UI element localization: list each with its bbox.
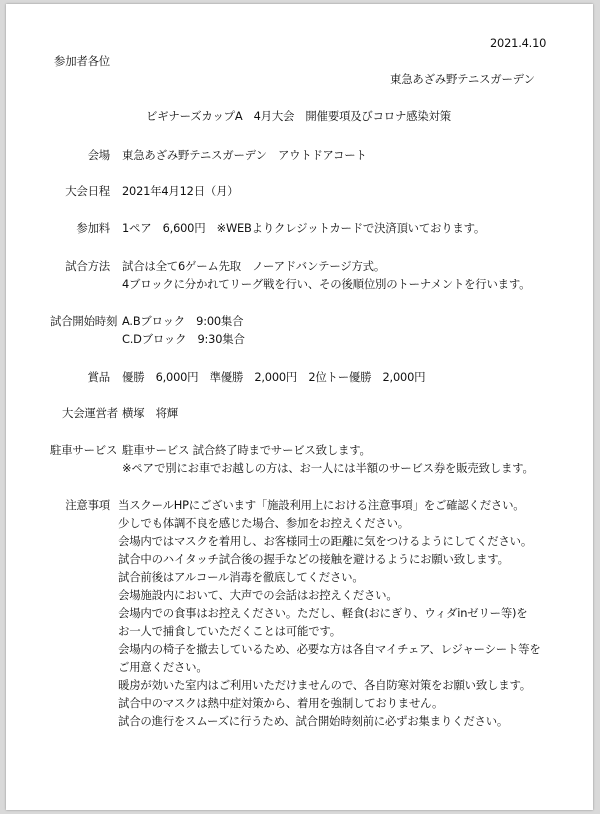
note-line: 会場施設内において、大声での会話はお控えください。 bbox=[118, 588, 398, 602]
recipient: 参加者各位 bbox=[54, 54, 110, 68]
format-line: 4ブロックに分かれてリーグ戦を行い、その後順位別のトーナメントを行います。 bbox=[122, 277, 531, 291]
document-title: ビギナーズカップA 4月大会 開催要項及びコロナ感染対策 bbox=[146, 109, 451, 123]
notes-label: 注意事項 bbox=[65, 498, 110, 512]
start-line: A.Bブロック 9:00集合 bbox=[122, 314, 244, 328]
note-line: お一人で捕食していただくことは可能です。 bbox=[118, 624, 341, 638]
parking-line: ※ペアで別にお車でお越しの方は、お一人には半額のサービス券を販売致します。 bbox=[122, 461, 534, 475]
prize-label: 賞品 bbox=[87, 370, 110, 384]
note-line: 暖房が効いた室内はご利用いただけませんので、各自防寒対策をお願い致します。 bbox=[118, 678, 531, 692]
note-line: 会場内ではマスクを着用し、お客様同士の距離に気をつけるようにしてください。 bbox=[118, 534, 533, 548]
prize-value: 優勝 6,000円 準優勝 2,000円 2位トー優勝 2,000円 bbox=[122, 370, 426, 384]
venue-value: 東急あざみ野テニスガーデン アウトドアコート bbox=[122, 148, 367, 162]
start-label: 試合開始時刻 bbox=[50, 314, 118, 328]
document-date: 2021.4.10 bbox=[490, 36, 547, 50]
note-line: ご用意ください。 bbox=[118, 660, 208, 674]
note-line: 少しでも体調不良を感じた場合、参加をお控えください。 bbox=[118, 516, 409, 530]
note-line: 試合中のハイタッチ試合後の握手などの接触を避けるようにお願い致します。 bbox=[118, 552, 509, 566]
format-label: 試合方法 bbox=[65, 259, 110, 273]
parking-line: 駐車サービス 試合終了時までサービス致します。 bbox=[122, 443, 371, 457]
date-value: 2021年4月12日（月） bbox=[122, 184, 239, 198]
note-line: 試合の進行をスムーズに行うため、試合開始時刻前に必ずお集まりください。 bbox=[118, 714, 509, 728]
organizer-label: 大会運営者 bbox=[62, 406, 118, 420]
venue-label: 会場 bbox=[87, 148, 110, 162]
document-page bbox=[6, 4, 593, 810]
date-label: 大会日程 bbox=[65, 184, 110, 198]
start-line: C.Dブロック 9:30集合 bbox=[122, 332, 245, 346]
fee-value: 1ペア 6,600円 ※WEBよりクレジットカードで決済頂いております。 bbox=[122, 221, 486, 235]
fee-label: 参加料 bbox=[76, 221, 110, 235]
note-line: 会場内での食事はお控えください。ただし、軽食(おにぎり、ウィダinゼリー等)を bbox=[118, 606, 528, 620]
note-line: 試合前後はアルコール消毒を徹底してください。 bbox=[118, 570, 364, 584]
parking-label: 駐車サービス bbox=[50, 443, 118, 457]
sender: 東急あざみ野テニスガーデン bbox=[390, 72, 535, 86]
note-line: 会場内の椅子を撤去しているため、必要な方は各自マイチェア、レジャーシート等を bbox=[118, 642, 541, 656]
note-line: 当スクールHPにございます「施設利用上における注意事項」をご確認ください。 bbox=[118, 498, 525, 512]
note-line: 試合中のマスクは熱中症対策から、着用を強制しておりません。 bbox=[118, 696, 444, 710]
format-line: 試合は全て6ゲーム先取 ノーアドバンテージ方式。 bbox=[122, 259, 386, 273]
organizer-value: 横塚 将輝 bbox=[122, 406, 178, 420]
